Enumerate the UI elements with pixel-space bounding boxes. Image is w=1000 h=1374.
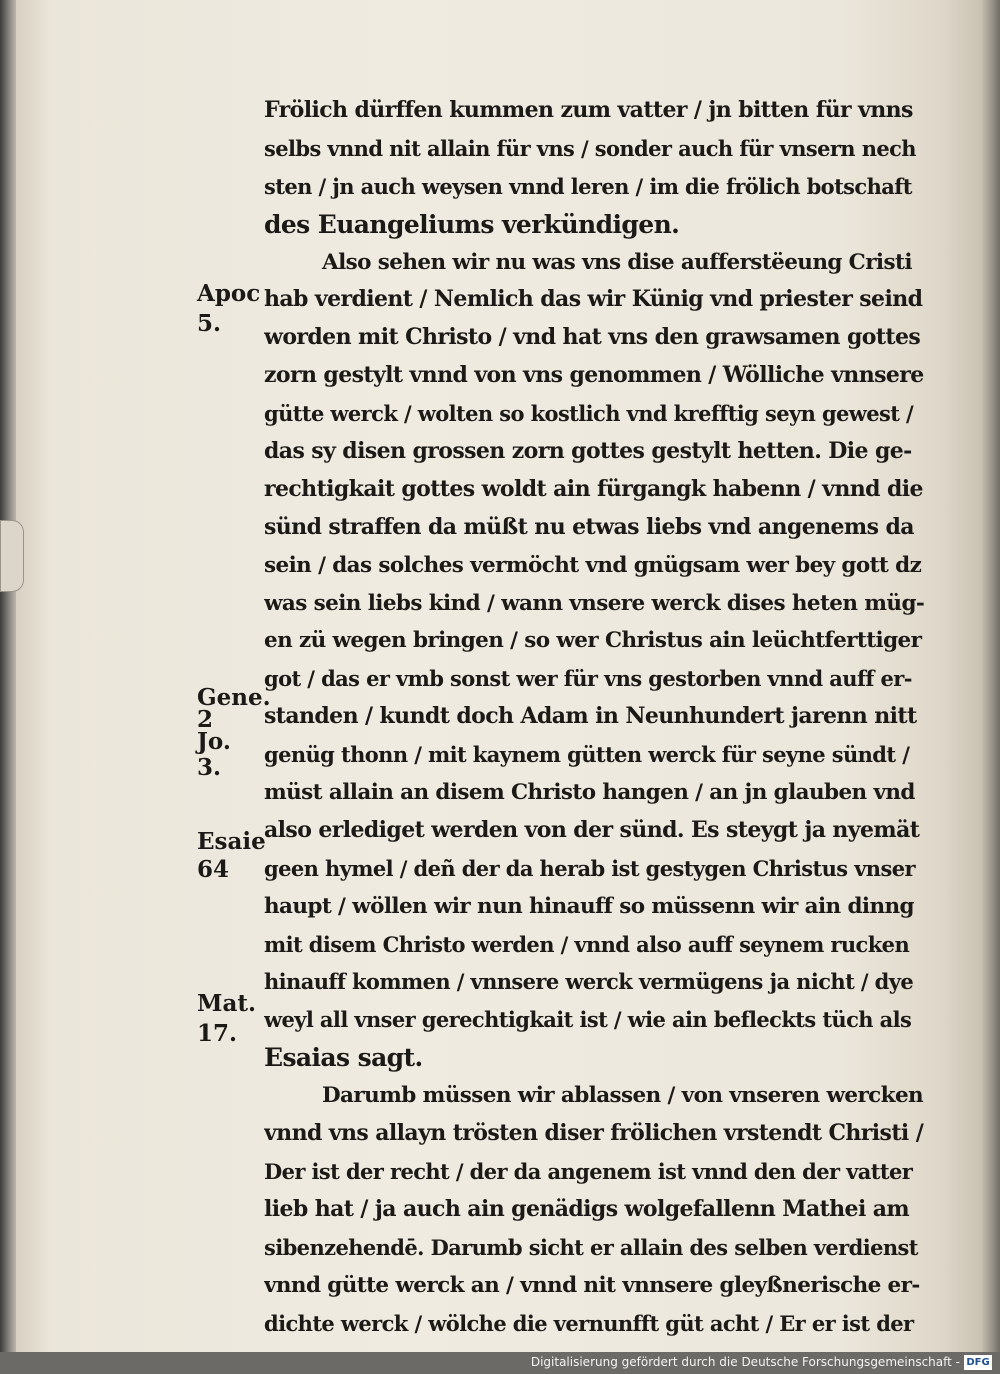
funding-notice: Digitalisierung gefördert durch die Deutsche Forschungsgemeinschaft - (530, 1355, 960, 1369)
page-clip (0, 520, 24, 592)
margin-note-17: 17. (197, 1020, 238, 1047)
text-line: zorn gestylt vnnd von vns genommen / Wölliche vnnsere (264, 362, 924, 389)
margin-note-esaie: Esaie (197, 828, 266, 855)
margin-note-64: 64 (197, 856, 230, 883)
text-line: des Euangeliums verkündigen. (264, 209, 680, 239)
margin-note-mat: Mat. (197, 990, 256, 1017)
text-line: sibenzehendē. Darumb sicht er allain des selben verdienst (264, 1234, 918, 1260)
dfg-logo-icon: DFG (964, 1355, 992, 1370)
text-line: sünd straffen da müßt nu etwas liebs vnd angenems da (264, 513, 914, 540)
text-line: lieb hat / ja auch ain genädigs wolgefallenn Mathei am (264, 1195, 910, 1222)
book-binding-edge (0, 0, 16, 1352)
margin-note-apoc: Apoc (197, 280, 261, 307)
text-line: got / das er vmb sonst wer für vns gestorben vnnd auff er- (264, 666, 912, 692)
text-line: Also sehen wir nu was vns dise aufferstëeung Cristi (322, 249, 912, 275)
page-stack-edge (982, 0, 1000, 1352)
text-line: haupt / wöllen wir nun hinauff so müssenn wir ain dinng (264, 893, 914, 919)
text-line: genüg thonn / mit kaynem gütten werck für seyne sündt / (264, 742, 910, 768)
text-line: selbs vnnd nit allain für vns / sonder auch für vnsern nech (264, 135, 916, 161)
margin-note-2: 2 (197, 706, 214, 733)
text-line: rechtigkait gottes woldt ain fürgangk habenn / vnnd die (264, 475, 923, 502)
margin-note-jo: Jo. (197, 728, 231, 755)
text-line: hinauff kommen / vnnsere werck vermügens ja nicht / dye (264, 969, 914, 995)
text-line: Frölich dürffen kummen zum vatter / jn bitten für vnns (264, 97, 913, 123)
text-line: vnnd gütte werck an / vnnd nit vnnsere gleyßnerische er- (264, 1272, 920, 1298)
text-line: weyl all vnser gerechtigkait ist / wie ain befleckts tüch als (264, 1007, 912, 1033)
text-line: was sein liebs kind / wann vnsere werck dises heten müg- (264, 590, 924, 616)
text-line: Der ist der recht / der da angenem ist vnnd den der vatter (264, 1158, 913, 1184)
paper-page (14, 0, 982, 1352)
text-line: Darumb müssen wir ablassen / von vnseren wercken (322, 1083, 924, 1109)
text-line: standen / kundt doch Adam in Neunhundert jarenn nitt (264, 703, 917, 730)
margin-note-gene: Gene. (197, 684, 271, 711)
footer-bar (0, 1352, 1000, 1374)
text-line: sten / jn auch weysen vnnd leren / im die frölich botschaft (264, 173, 912, 199)
body-text (264, 92, 924, 1342)
text-line: dichte werck / wölche die vernunfft güt acht / Er er ist der (264, 1310, 914, 1336)
text-line: geen hymel / deñ der da herab ist gestygen Christus vnser (264, 855, 915, 881)
text-line: gütte werck / wolten so kostlich vnd krefftig seyn gewest / (264, 401, 914, 427)
text-line: en zü wegen bringen / so wer Christus ain leüchtferttiger (264, 628, 922, 654)
text-line: also erlediget werden von der sünd. Es steygt ja nyemät (264, 816, 920, 843)
text-line: müst allain an disem Christo hangen / an jn glauben vnd (264, 780, 915, 806)
text-line: mit disem Christo werden / vnnd also auff seynem rucken (264, 931, 910, 957)
text-line: vnnd vns allayn trösten diser frölichen vrstendt Christi / (264, 1120, 924, 1147)
text-line: sein / das solches vermöcht vnd gnügsam wer bey gott dz (264, 552, 922, 578)
margin-note-5: 5. (197, 310, 222, 337)
text-line: hab verdient / Nemlich das wir Künig vnd priester seind (264, 286, 923, 313)
text-line: worden mit Christo / vnd hat vns den grawsamen gottes (264, 324, 921, 351)
margin-note-3: 3. (197, 754, 222, 781)
text-line: Esaias sagt. (264, 1043, 423, 1073)
text-line: das sy disen grossen zorn gottes gestylt hetten. Die ge- (264, 438, 912, 465)
